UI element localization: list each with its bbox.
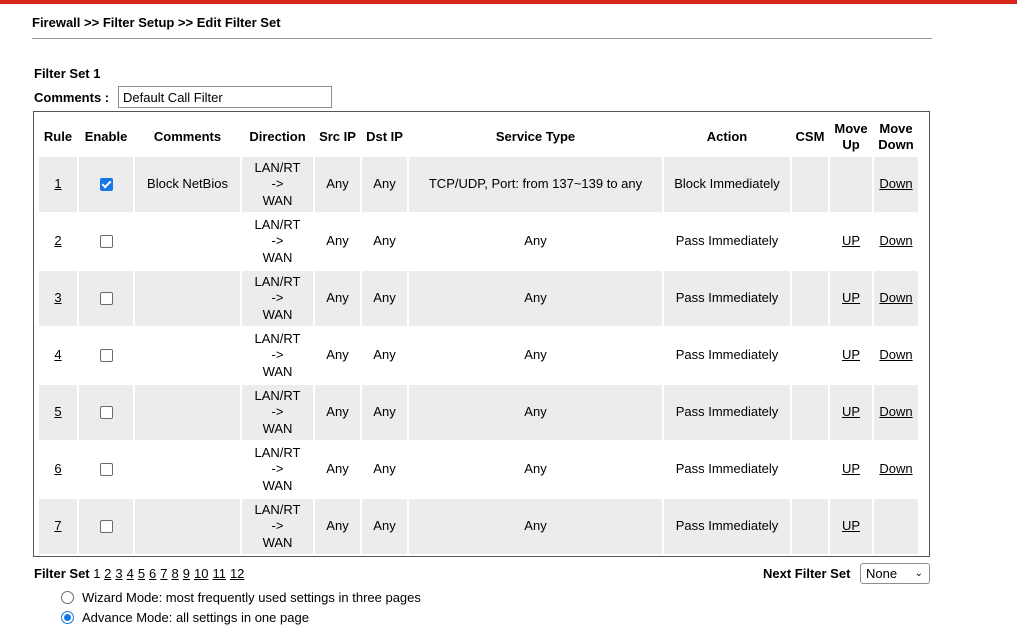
- table-row: [39, 328, 918, 383]
- breadcrumb: Firewall >> Filter Setup >> Edit Filter Set: [32, 15, 281, 30]
- move-down-cell: [874, 328, 918, 383]
- service-type-cell: Any: [409, 499, 662, 554]
- filter-set-link[interactable]: 3: [115, 566, 123, 581]
- current-filter-set: 1: [93, 566, 101, 581]
- table-row: [39, 271, 918, 326]
- action-cell: Block Immediately: [664, 157, 790, 212]
- direction-cell: LAN/RT -> WAN: [254, 216, 301, 265]
- rule-number-cell: [39, 385, 77, 440]
- enable-checkbox[interactable]: [100, 463, 113, 476]
- rule-number-cell: [39, 499, 77, 554]
- table-row: [39, 442, 918, 497]
- move-down-cell: [874, 385, 918, 440]
- src-ip-cell: Any: [326, 233, 349, 249]
- move-up-link[interactable]: UP: [841, 518, 861, 534]
- advance-mode-radio[interactable]: [61, 611, 74, 624]
- move-up-link[interactable]: UP: [841, 233, 861, 249]
- rule-link[interactable]: 7: [54, 518, 62, 534]
- rule-number-cell: [39, 442, 77, 497]
- move-up-cell: [830, 385, 872, 440]
- rule-link[interactable]: 4: [54, 347, 62, 363]
- header-enable: Enable: [84, 129, 128, 144]
- enable-cell: [79, 442, 133, 497]
- comments-label: Comments :: [34, 90, 110, 105]
- direction-cell: LAN/RT -> WAN: [254, 330, 301, 379]
- rule-link[interactable]: 5: [54, 404, 62, 420]
- dst-ip-cell: Any: [373, 461, 396, 477]
- enable-checkbox[interactable]: [100, 235, 113, 248]
- src-ip-cell: Any: [326, 347, 349, 363]
- move-down-cell: [874, 442, 918, 497]
- header-src-ip: Src IP: [319, 129, 356, 144]
- enable-checkbox[interactable]: [100, 520, 113, 533]
- move-down-link[interactable]: Down: [879, 233, 913, 249]
- comments-cell: [135, 214, 240, 269]
- wizard-mode-label: Wizard Mode: most frequently used settings in three pages: [82, 590, 421, 605]
- rule-link[interactable]: 2: [54, 233, 62, 249]
- filter-set-label: Filter Set: [34, 566, 90, 581]
- chevron-down-icon: ⌄: [914, 568, 923, 579]
- action-cell: Pass Immediately: [664, 499, 790, 554]
- move-down-link[interactable]: Down: [879, 404, 913, 420]
- comments-cell: [135, 442, 240, 497]
- move-up-cell: [830, 499, 872, 554]
- table-header-row: [39, 119, 918, 155]
- src-ip-cell: Any: [315, 157, 360, 212]
- move-down-link[interactable]: Down: [879, 347, 913, 363]
- rules-table-container: [33, 111, 930, 557]
- comments-cell: Block NetBios: [135, 157, 240, 212]
- advance-mode-option[interactable]: [61, 610, 309, 625]
- filter-set-link[interactable]: 6: [149, 566, 157, 581]
- direction-cell: LAN/RT -> WAN: [242, 157, 313, 212]
- enable-cell: [79, 271, 133, 326]
- table-row: [39, 499, 918, 554]
- move-up-cell: [830, 214, 872, 269]
- rule-number-cell: [39, 157, 77, 212]
- src-ip-cell: Any: [326, 461, 349, 477]
- top-accent-bar: [0, 0, 1017, 4]
- csm-cell: [792, 214, 828, 269]
- move-up-cell: [830, 271, 872, 326]
- wizard-mode-option[interactable]: [61, 590, 421, 605]
- dst-ip-cell: Any: [362, 157, 407, 212]
- header-dst-ip: Dst IP: [366, 129, 403, 144]
- rule-link[interactable]: 1: [54, 176, 62, 192]
- comments-cell: [135, 271, 240, 326]
- rule-number-cell: [39, 328, 77, 383]
- header-direction: Direction: [249, 129, 306, 144]
- filter-set-link[interactable]: 8: [171, 566, 179, 581]
- header-action: Action: [706, 129, 748, 144]
- table-row: [39, 214, 918, 269]
- filter-set-link[interactable]: 11: [212, 566, 226, 581]
- rules-table: [37, 117, 920, 556]
- table-row: [39, 385, 918, 440]
- move-down-cell: [874, 214, 918, 269]
- csm-cell: [792, 157, 828, 212]
- enable-checkbox[interactable]: [100, 349, 113, 362]
- rule-number-cell: [39, 271, 77, 326]
- filter-set-link[interactable]: 12: [229, 566, 245, 581]
- src-ip-cell: Any: [315, 385, 360, 440]
- dst-ip-cell: Any: [362, 271, 407, 326]
- direction-cell: LAN/RT -> WAN: [242, 271, 313, 326]
- rule-link[interactable]: 6: [54, 461, 62, 477]
- move-down-link[interactable]: Down: [879, 461, 913, 477]
- header-csm: CSM: [795, 129, 825, 144]
- header-comments: Comments: [153, 129, 222, 144]
- comments-cell: [135, 499, 240, 554]
- enable-cell: [79, 385, 133, 440]
- filter-set-link[interactable]: 2: [104, 566, 112, 581]
- filter-set-link[interactable]: 4: [126, 566, 134, 581]
- comments-cell: [135, 385, 240, 440]
- move-up-link[interactable]: UP: [841, 347, 861, 363]
- table-row: [39, 157, 918, 212]
- action-cell: Pass Immediately: [675, 233, 779, 249]
- header-service-type: Service Type: [495, 129, 576, 144]
- filter-set-link[interactable]: 7: [160, 566, 168, 581]
- enable-checkbox[interactable]: [100, 406, 113, 419]
- move-down-cell: [874, 271, 918, 326]
- next-filter-set-value: None: [866, 566, 898, 581]
- enable-cell: [79, 328, 133, 383]
- service-type-cell: Any: [524, 233, 547, 249]
- csm-cell: [792, 385, 828, 440]
- csm-cell: [792, 499, 828, 554]
- service-type-cell: Any: [409, 385, 662, 440]
- header-move-down: Move Down: [878, 121, 914, 152]
- filter-set-link[interactable]: 10: [193, 566, 209, 581]
- enable-cell: [79, 157, 133, 212]
- move-up-cell: [830, 442, 872, 497]
- csm-cell: [792, 328, 828, 383]
- move-up-cell: [830, 328, 872, 383]
- filter-set-pagination: [34, 566, 248, 581]
- action-cell: Pass Immediately: [664, 385, 790, 440]
- direction-cell: LAN/RT -> WAN: [242, 499, 313, 554]
- comments-cell: [135, 328, 240, 383]
- rule-number-cell: [39, 214, 77, 269]
- filter-set-link[interactable]: 5: [137, 566, 146, 581]
- dst-ip-cell: Any: [373, 233, 396, 249]
- service-type-cell: TCP/UDP, Port: from 137~139 to any: [409, 157, 662, 212]
- filter-set-link[interactable]: 9: [182, 566, 190, 581]
- direction-cell: LAN/RT -> WAN: [254, 444, 301, 493]
- direction-cell: LAN/RT -> WAN: [242, 385, 313, 440]
- action-cell: Pass Immediately: [664, 271, 790, 326]
- wizard-mode-radio[interactable]: [61, 591, 74, 604]
- action-cell: Pass Immediately: [675, 461, 779, 477]
- move-down-link[interactable]: Down: [879, 176, 913, 192]
- service-type-cell: Any: [524, 461, 547, 477]
- service-type-cell: Any: [409, 271, 662, 326]
- dst-ip-cell: Any: [373, 347, 396, 363]
- comments-input[interactable]: [118, 86, 332, 108]
- dst-ip-cell: Any: [362, 499, 407, 554]
- filter-set-title: Filter Set 1: [34, 66, 101, 81]
- divider: [32, 38, 932, 39]
- csm-cell: [792, 442, 828, 497]
- service-type-cell: Any: [524, 347, 547, 363]
- src-ip-cell: Any: [315, 499, 360, 554]
- next-filter-set-label: Next Filter Set: [763, 566, 851, 581]
- move-down-cell: [874, 157, 918, 212]
- move-down-link[interactable]: Down: [879, 290, 913, 306]
- header-rule: Rule: [43, 129, 73, 144]
- next-filter-set-select[interactable]: [860, 563, 930, 584]
- move-up-link[interactable]: UP: [841, 290, 861, 306]
- src-ip-cell: Any: [315, 271, 360, 326]
- dst-ip-cell: Any: [362, 385, 407, 440]
- move-down-cell: [874, 499, 918, 554]
- move-up-link[interactable]: UP: [841, 404, 861, 420]
- move-up-cell: [830, 157, 872, 212]
- header-move-up: Move Up: [834, 121, 868, 152]
- move-up-link[interactable]: UP: [841, 461, 861, 477]
- enable-checkbox[interactable]: [100, 292, 113, 305]
- csm-cell: [792, 271, 828, 326]
- enable-checkbox[interactable]: [100, 178, 113, 191]
- action-cell: Pass Immediately: [675, 347, 779, 363]
- enable-cell: [79, 499, 133, 554]
- enable-cell: [79, 214, 133, 269]
- rule-link[interactable]: 3: [54, 290, 62, 306]
- advance-mode-label: Advance Mode: all settings in one page: [82, 610, 309, 625]
